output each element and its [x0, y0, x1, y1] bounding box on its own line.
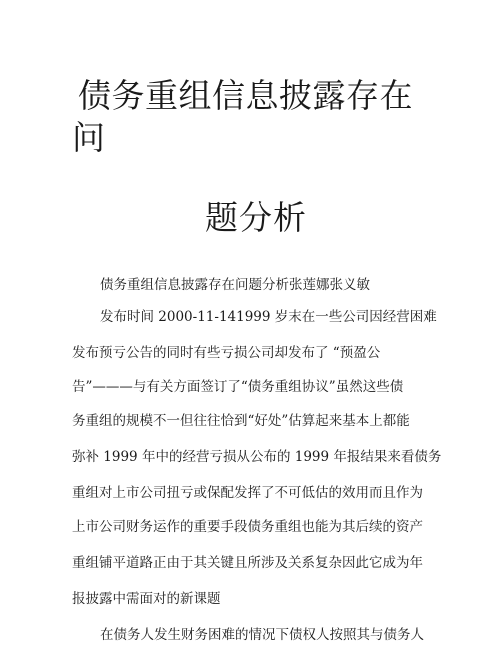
body-line-authors: 债务重组信息披露存在问题分析张莲娜张义敏: [100, 277, 370, 293]
body-line: 告”———与有关方面签订了“债务重组协议”虽然这些债: [72, 379, 404, 395]
body-line: 发布预亏公告的同时有些亏损公司却发布了 “预盈公: [72, 345, 381, 361]
document-title-line-1: 债务重组信息披露存在: [78, 76, 413, 115]
body-line: 发布时间 2000-11-141999 岁末在一些公司因经营困难: [100, 309, 437, 325]
body-line: 弥补 1999 年中的经营亏损从公布的 1999 年报结果来看债务: [72, 449, 442, 465]
document-title-line-2: 问: [72, 118, 105, 157]
document-title-line-3: 题分析: [205, 198, 307, 237]
body-line: 报披露中需面对的新课题: [72, 591, 221, 607]
body-line: 重组对上市公司扭亏或保配发挥了不可低估的效用而且作为: [72, 485, 423, 501]
body-line: 在债务人发生财务困难的情况下债权人按照其与债务人: [100, 627, 424, 643]
body-line: 重组铺平道路正由于其关键且所涉及关系复杂因此它成为年: [72, 555, 423, 571]
body-line: 务重组的规模不一但往往恰到“好处”估算起来基本上都能: [72, 413, 410, 429]
body-line: 上市公司财务运作的重要手段债务重组也能为其后续的资产: [72, 519, 423, 535]
